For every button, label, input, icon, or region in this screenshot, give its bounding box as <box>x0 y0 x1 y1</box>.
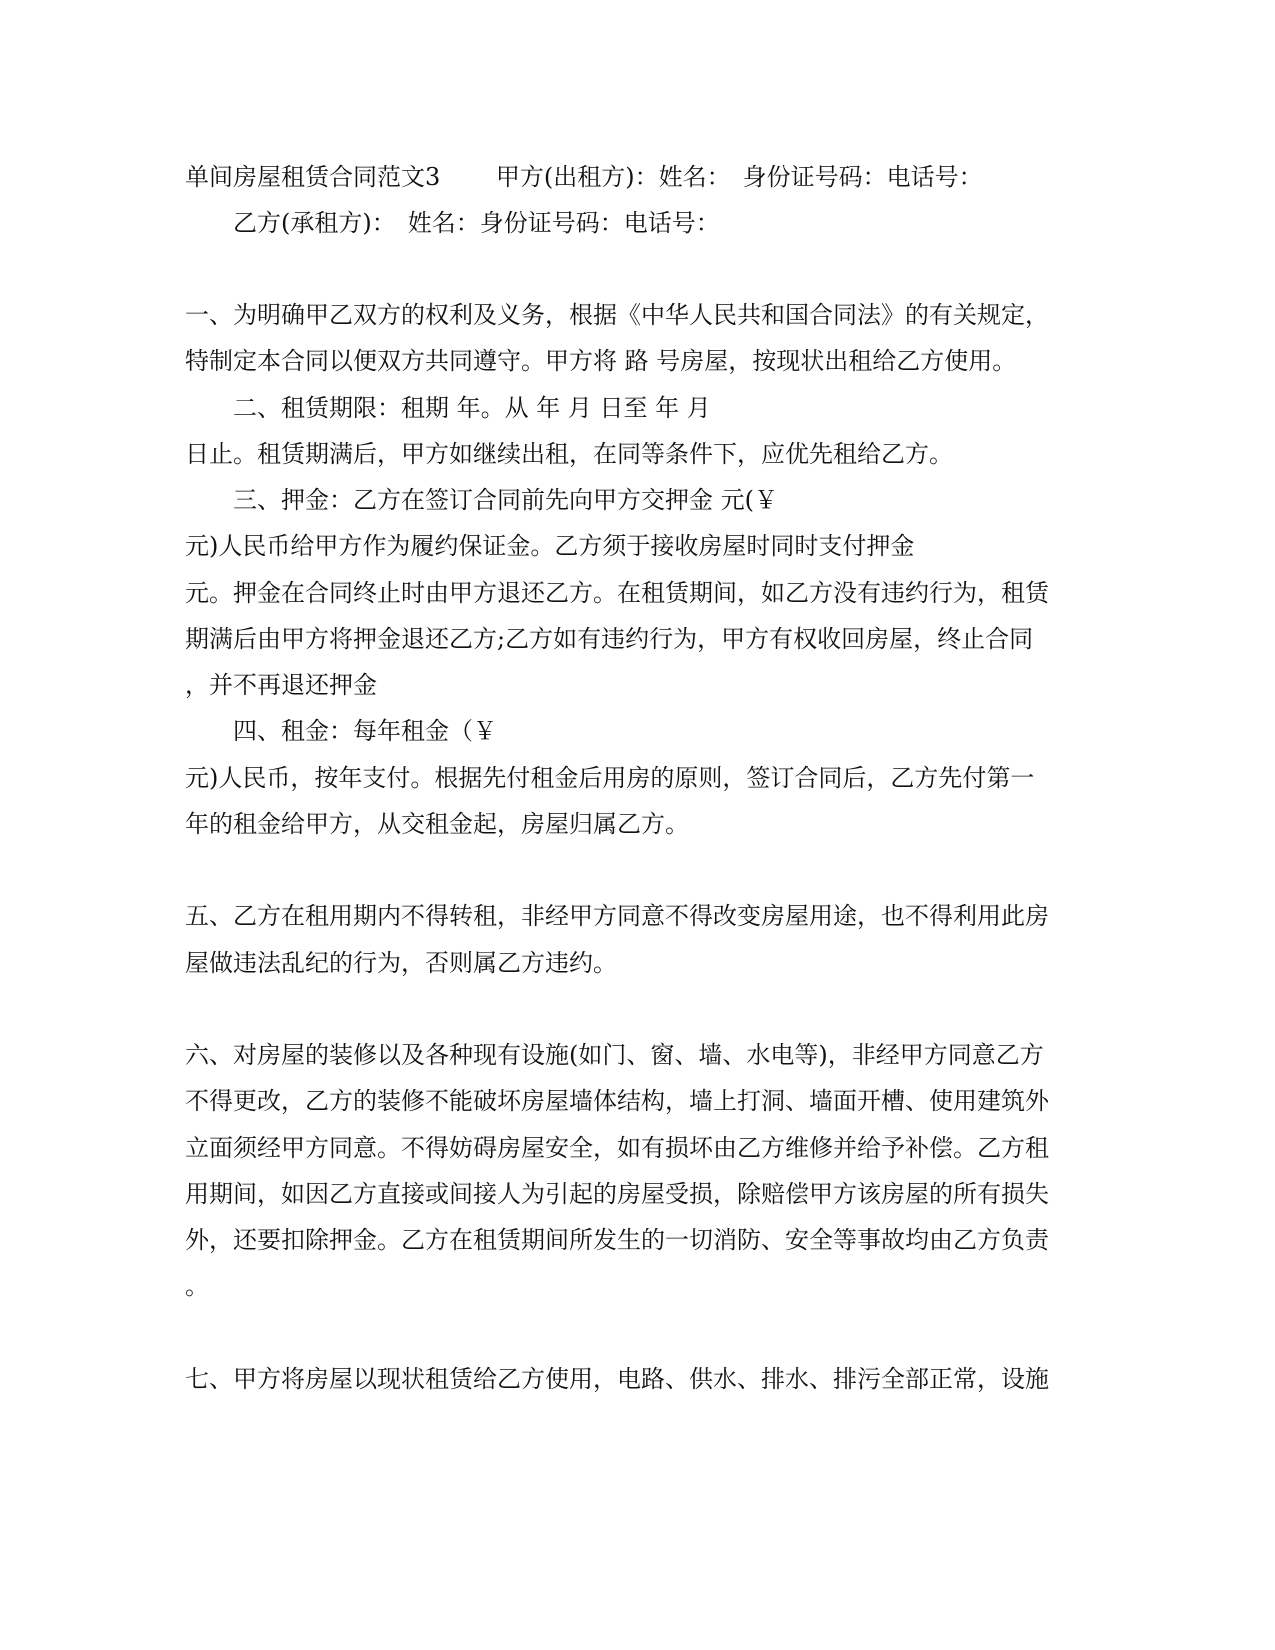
clause-6-line-1: 六、对房屋的装修以及各种现有设施(如门、窗、墙、水电等)，非经甲方同意乙方 <box>185 1041 1044 1069</box>
clause-6-line-3: 立面须经甲方同意。不得妨碍房屋安全，如有损坏由乙方维修并给予补偿。乙方租 <box>185 1134 1049 1162</box>
clause-3-line-4: 期满后由甲方将押金退还乙方;乙方如有违约行为，甲方有权收回房屋，终止合同 <box>185 625 1034 653</box>
clause-5-line-2: 屋做违法乱纪的行为，否则属乙方违约。 <box>185 949 617 977</box>
clause-6-line-5: 外，还要扣除押金。乙方在租赁期间所发生的一切消防、安全等事故均由乙方负责 <box>185 1226 1049 1254</box>
clause-2-line-1: 二、租赁期限：租期 年。从 年 月 日至 年 月 <box>233 394 711 422</box>
clause-4-line-2: 元)人民币，按年支付。根据先付租金后用房的原则，签订合同后，乙方先付第一 <box>185 764 1035 792</box>
contract-title-line: 单间房屋租赁合同范文3 甲方(出租方)：姓名： 身份证号码：电话号： <box>185 163 983 191</box>
clause-1-line-2: 特制定本合同以便双方共同遵守。甲方将 路 号房屋，按现状出租给乙方使用。 <box>185 347 1017 375</box>
clause-3-line-2: 元)人民币给甲方作为履约保证金。乙方须于接收房屋时同时支付押金 <box>185 532 915 560</box>
clause-3-line-5: ，并不再退还押金 <box>185 671 377 699</box>
clause-4-line-3: 年的租金给甲方，从交租金起，房屋归属乙方。 <box>185 810 689 838</box>
clause-7-line-1: 七、甲方将房屋以现状租赁给乙方使用，电路、供水、排水、排污全部正常，设施 <box>185 1365 1049 1393</box>
party-b-line: 乙方(承租方)： 姓名：身份证号码：电话号： <box>233 209 720 237</box>
clause-4-line-1: 四、租金：每年租金（￥ <box>233 717 497 745</box>
clause-2-line-2: 日止。租赁期满后，甲方如继续出租，在同等条件下，应优先租给乙方。 <box>185 440 953 468</box>
clause-3-line-3: 元。押金在合同终止时由甲方退还乙方。在租赁期间，如乙方没有违约行为，租赁 <box>185 579 1049 607</box>
clause-1-line-1: 一、为明确甲乙双方的权利及义务，根据《中华人民共和国合同法》的有关规定， <box>185 301 1049 329</box>
clause-6-line-6: 。 <box>185 1272 209 1300</box>
clause-3-line-1: 三、押金：乙方在签订合同前先向甲方交押金 元(￥ <box>233 486 778 514</box>
clause-5-line-1: 五、乙方在租用期内不得转租，非经甲方同意不得改变房屋用途，也不得利用此房 <box>185 902 1049 930</box>
clause-6-line-4: 用期间，如因乙方直接或间接人为引起的房屋受损，除赔偿甲方该房屋的所有损失 <box>185 1180 1049 1208</box>
clause-6-line-2: 不得更改，乙方的装修不能破坏房屋墙体结构，墙上打洞、墙面开槽、使用建筑外 <box>185 1087 1049 1115</box>
